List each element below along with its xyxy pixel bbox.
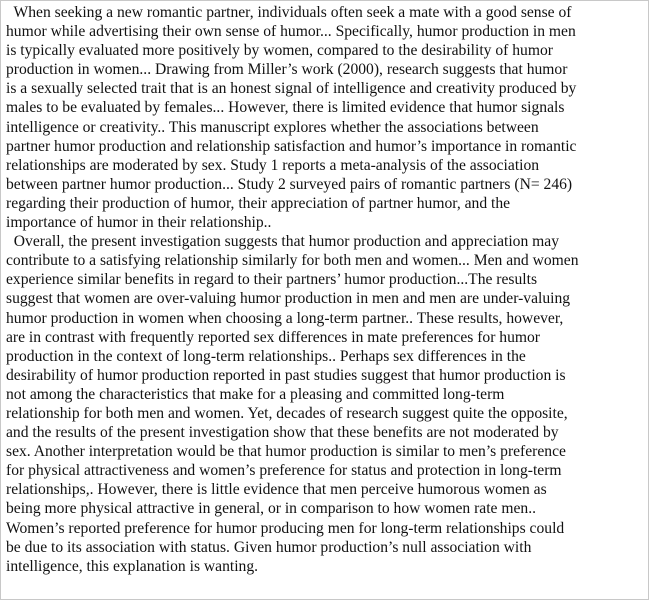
text-line: importance of humor in their relationship.. — [6, 214, 272, 232]
text-line: between partner humor production... Study 2 surveyed pairs of romantic partners (N= 246) — [6, 175, 573, 193]
text-line: relationships,. However, there is little evidence that men perceive humorous women as — [6, 481, 547, 499]
text-line: suggest that women are over-valuing humor production in men and men are under-valuing — [6, 290, 571, 308]
text-line: Overall, the present investigation suggests that humor production and appreciation may — [6, 233, 560, 251]
text-line: humor production in women when choosing a long-term partner.. These results, however, — [6, 309, 564, 327]
text-line: for physical attractiveness and women’s preference for status and protection in long-term — [6, 462, 562, 480]
text-line: production in the context of long-term relationships.. Perhaps sex differences in the — [6, 347, 526, 365]
text-line: is typically evaluated more positively by women, compared to the desirability of humor — [6, 42, 553, 60]
text-line: desirability of humor production reported in past studies suggest that humor production is — [6, 366, 566, 384]
text-line: regarding their production of humor, their appreciation of partner humor, and the — [6, 194, 511, 212]
document-text — [6, 3, 644, 576]
paragraph-1 — [6, 3, 644, 232]
paragraph-2 — [6, 232, 644, 576]
text-line: is a sexually selected trait that is an honest signal of intelligence and creativity produced by — [6, 80, 577, 98]
text-line: are in contrast with frequently reported sex differences in mate preferences for humor — [6, 328, 541, 346]
text-line: contribute to a satisfying relationship similarly for both men and women... Men and women — [6, 252, 579, 270]
text-line: relationships are moderated by sex. Study 1 reports a meta-analysis of the association — [6, 156, 540, 174]
text-line: intelligence, this explanation is wanting. — [6, 557, 259, 575]
text-line: When seeking a new romantic partner, individuals often seek a mate with a good sense of — [6, 4, 572, 21]
text-line: be due to its association with status. Given humor production’s null association with — [6, 538, 532, 556]
text-line: males to be evaluated by females... However, there is limited evidence that humor signals — [6, 99, 565, 117]
text-line: being more physical attractive in general, or in comparison to how women rate men.. — [6, 500, 537, 518]
text-line: not among the characteristics that make for a pleasing and committed long-term — [6, 385, 505, 403]
text-line: experience similar benefits in regard to their partners’ humor production...The results — [6, 271, 538, 289]
text-line: humor while advertising their own sense of humor... Specifically, humor production in men — [6, 23, 576, 41]
text-line: production in women... Drawing from Miller’s work (2000), research suggests that humor — [6, 61, 568, 79]
text-line: and the results of the present investigation show that these benefits are not moderated by — [6, 424, 559, 442]
text-line: relationship for both men and women. Yet, decades of research suggest quite the opposite, — [6, 404, 568, 422]
text-line: sex. Another interpretation would be that humor production is similar to men’s preference — [6, 443, 566, 461]
text-line: intelligence or creativity.. This manuscript explores whether the associations between — [6, 118, 539, 136]
text-line: partner humor production and relationship satisfaction and humor’s importance in romantic — [6, 137, 577, 155]
text-line: Women’s reported preference for humor producing men for long-term relationships could — [6, 519, 565, 537]
